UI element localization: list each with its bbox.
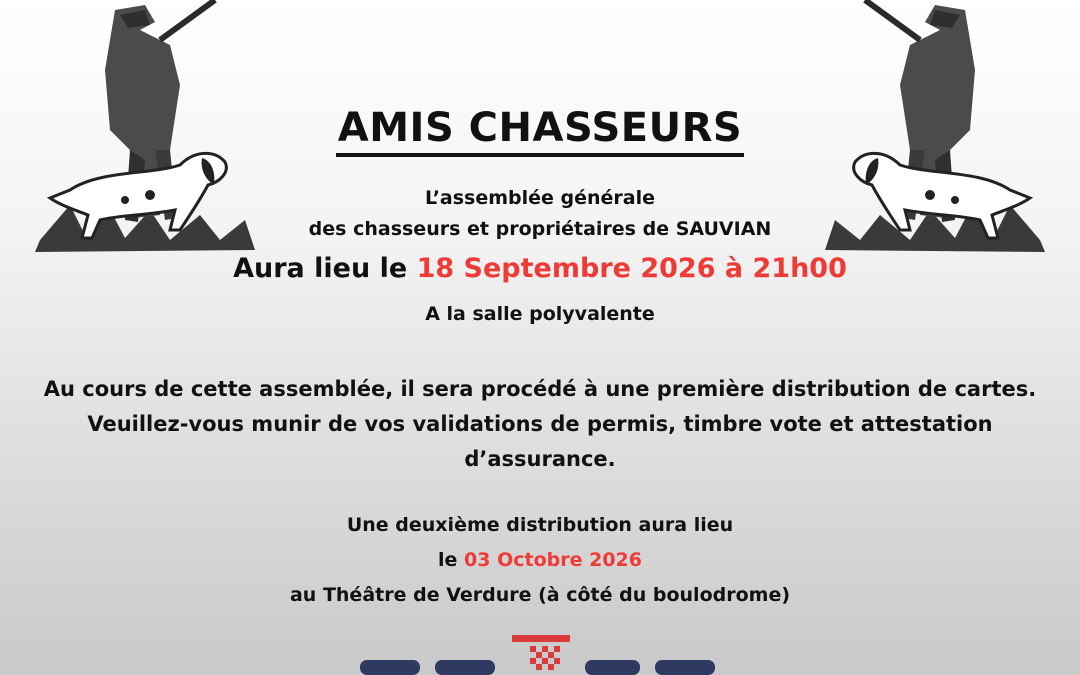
intro-line-2: des chasseurs et propriétaires de SAUVIAN [308, 218, 772, 240]
second-distribution [0, 508, 1080, 613]
town-logo [340, 630, 740, 675]
second-line-2 [0, 543, 1080, 578]
intro-line-1: L’assemblée générale [424, 187, 656, 209]
second-prefix: le [438, 549, 465, 571]
page-title [0, 105, 1080, 151]
second-line-3: au Théâtre de Verdure (à côté du boulodrome) [289, 584, 791, 606]
title-text: AMIS CHASSEURS [336, 105, 744, 157]
date-value: 18 Septembre 2026 à 21h00 [416, 253, 847, 284]
second-date: 03 Octobre 2026 [464, 549, 642, 571]
event-place: A la salle polyvalente [425, 303, 655, 325]
event-date-line [0, 253, 1080, 284]
date-prefix: Aura lieu le [233, 253, 417, 284]
info-paragraph [0, 372, 1080, 477]
paragraph-line-3: d’assurance. [464, 447, 616, 471]
paragraph-line-2: Veuillez-vous munir de vos validations de permis, timbre vote et attestation [87, 412, 993, 436]
paragraph-line-1: Au cours de cette assemblée, il sera procédé à une première distribution de cartes. [43, 377, 1037, 401]
second-line-1: Une deuxième distribution aura lieu [346, 514, 734, 536]
